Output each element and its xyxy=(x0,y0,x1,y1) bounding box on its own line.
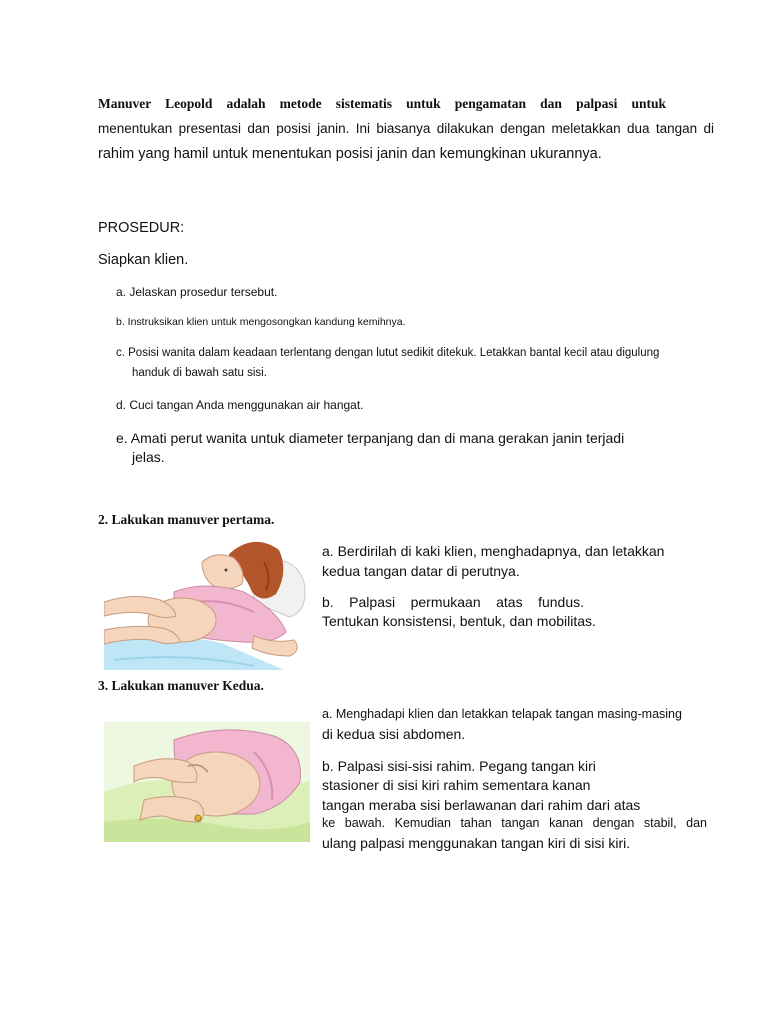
maneuver-1-step-a: a. Berdirilah di kaki klien, menghadapnya, dan letakkan xyxy=(322,543,665,559)
maneuver-2-step-b-line-2: stasioner di sisi kiri rahim sementara kanan xyxy=(322,777,591,793)
step-a: a. Jelaskan prosedur tersebut. xyxy=(116,285,278,299)
maneuver-2-step-a-continued: di kedua sisi abdomen. xyxy=(322,726,466,742)
step-d: d. Cuci tangan Anda menggunakan air hangat. xyxy=(116,398,364,412)
step-e-continued: jelas. xyxy=(132,449,165,465)
step-c-continued: handuk di bawah satu sisi. xyxy=(132,367,267,379)
maneuver-2-step-b-line-5: ulang palpasi menggunakan tangan kiri di sisi kiri. xyxy=(322,835,631,851)
step-c: c. Posisi wanita dalam keadaan terlentang dengan lutut sedikit ditekuk. Letakkan bantal kecil atau digulung xyxy=(116,347,660,359)
maneuver-2-step-b-line-3: tangan meraba sisi berlawanan dari rahim dari atas xyxy=(322,797,641,813)
maneuver-2-step-b-line-4: ke bawah. Kemudian tahan tangan kanan dengan stabil, dan xyxy=(322,816,707,830)
maneuver-2-title: 3. Lakukan manuver Kedua. xyxy=(98,678,264,693)
intro-line-1: Manuver Leopold adalah metode sistematis untuk pengamatan dan palpasi untuk xyxy=(98,96,666,111)
maneuver-2-step-a: a. Menghadapi klien dan letakkan telapak tangan masing-masing xyxy=(322,707,682,721)
intro-line-3: rahim yang hamil untuk menentukan posisi janin dan kemungkinan ukurannya. xyxy=(98,146,602,162)
maneuver-2-step-b: b. Palpasi sisi-sisi rahim. Pegang tangan kiri xyxy=(322,758,596,774)
second-maneuver-illustration xyxy=(104,722,310,842)
step-e: e. Amati perut wanita untuk diameter terpanjang dan di mana gerakan janin terjadi xyxy=(116,430,625,446)
maneuver-1-title: 2. Lakukan manuver pertama. xyxy=(98,512,275,527)
prepare-client-heading: Siapkan klien. xyxy=(98,252,189,268)
first-maneuver-illustration xyxy=(104,532,310,670)
maneuver-1-step-a-continued: kedua tangan datar di perutnya. xyxy=(322,563,520,579)
intro-line-2: menentukan presentasi dan posisi janin. Ini biasanya dilakukan dengan meletakkan dua tangan di xyxy=(98,121,714,136)
maneuver-1-step-b: b. Palpasi permukaan atas fundus. xyxy=(322,594,584,610)
procedure-heading: PROSEDUR: xyxy=(98,220,185,236)
maneuver-1-step-b-continued: Tentukan konsistensi, bentuk, dan mobilitas. xyxy=(322,613,596,629)
step-b: b. Instruksikan klien untuk mengosongkan kandung kemihnya. xyxy=(116,316,406,328)
